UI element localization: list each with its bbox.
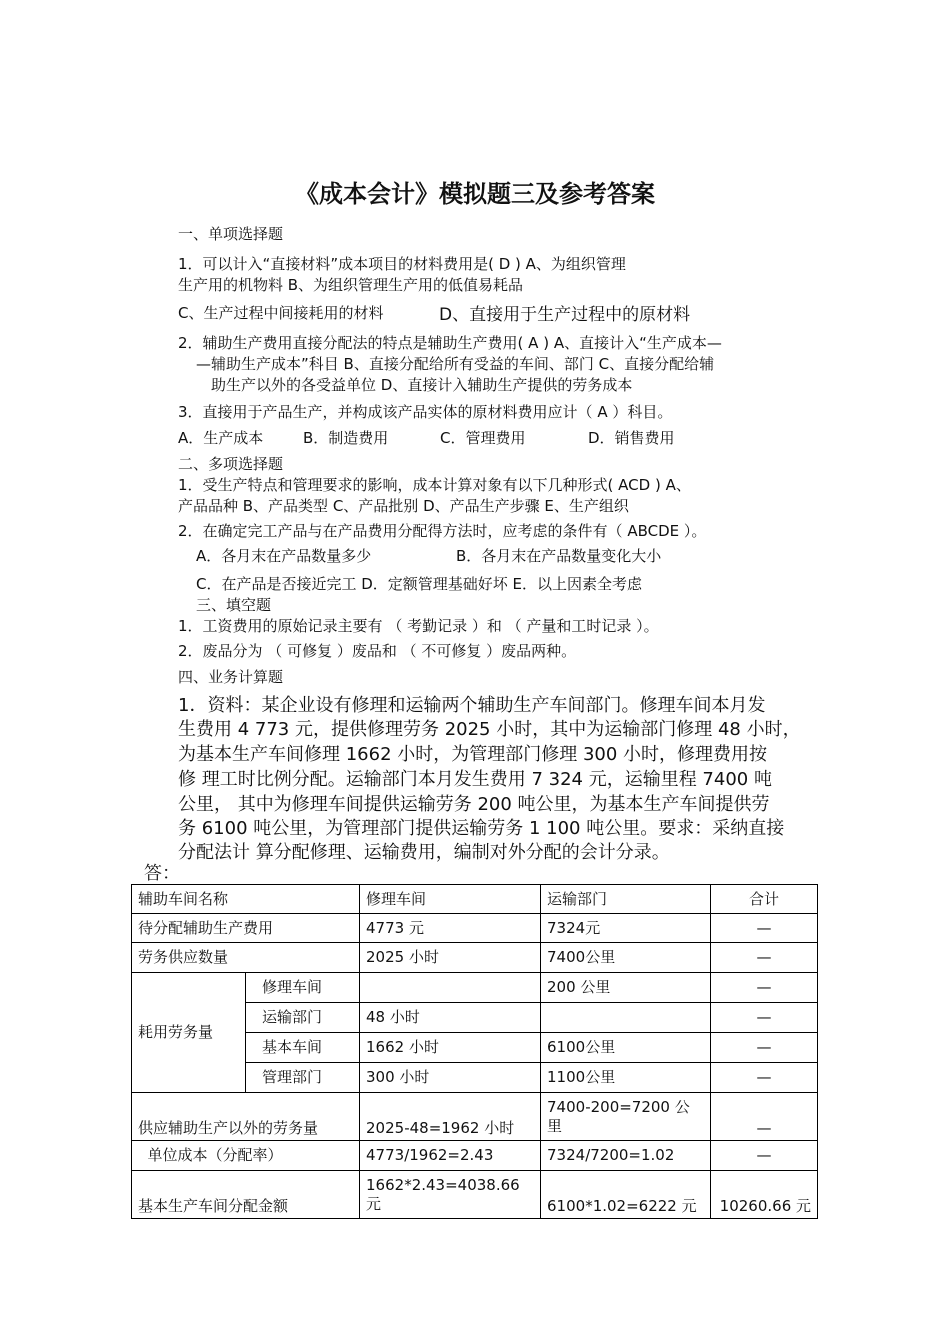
cell-total: 10260.66 元: [711, 1171, 818, 1219]
cell-transport: 1100公里: [541, 1063, 711, 1093]
q3-option-c: C．管理费用: [440, 429, 526, 447]
cell-total: —: [711, 943, 818, 973]
table-row: [132, 943, 818, 973]
cell-transport: 200 公里: [541, 973, 711, 1003]
cell-total: —: [711, 1093, 818, 1141]
consume-label: 耗用劳务量: [132, 973, 246, 1093]
mq2-option-b: B．各月末在产品数量变化大小: [456, 547, 662, 565]
cell-total: —: [711, 973, 818, 1003]
fq1: 1．工资费用的原始记录主要有 （ 考勤记录 ）和 （ 产量和工时记录 ）。: [178, 617, 659, 635]
header-transport: 运输部门: [541, 885, 711, 914]
cell-transport: 6100*1.02=6222 元: [541, 1171, 711, 1219]
q3-option-b: B．制造费用: [303, 429, 389, 447]
q1-line-3b: D、直接用于生产过程中的原材料: [439, 305, 691, 325]
cell-total: —: [711, 1033, 818, 1063]
row-label: 单位成本（分配率）: [132, 1141, 360, 1171]
sub-label: 管理部门: [246, 1063, 360, 1093]
mq2-option-a: A．各月末在产品数量多少: [196, 547, 372, 565]
cell-repair: 2025 小时: [360, 943, 541, 973]
section-heading-multi-choice: 二、多项选择题: [178, 455, 284, 473]
q2-line-3: 助生产以外的各受益单位 D、直接计入辅助生产提供的劳务成本: [211, 376, 633, 394]
mq1-line-1: 1．受生产特点和管理要求的影响，成本计算对象有以下几种形式( ACD ) A、: [178, 476, 691, 494]
q1-line-2: 生产用的机物料 B、为组织管理生产用的低值易耗品: [178, 276, 524, 294]
mq2-line-1: 2．在确定完工产品与在产品费用分配得方法时，应考虑的条件有（ ABCDE ）。: [178, 522, 707, 540]
table-row: [132, 1141, 818, 1171]
problem-line: 务 6100 吨公里，为管理部门提供运输劳务 1 100 吨公里。要求：采纳直接: [178, 818, 785, 839]
q3-line-1: 3．直接用于产品生产，并构成该产品实体的原材料费用应计（ A ）科目。: [178, 403, 673, 421]
table-row: [132, 973, 818, 1003]
cell-repair: 2025-48=1962 小时: [360, 1093, 541, 1141]
table-row: [132, 914, 818, 943]
cell-repair: 4773 元: [360, 914, 541, 943]
row-label: 基本生产车间分配金额: [132, 1171, 360, 1219]
cell-transport: 6100公里: [541, 1033, 711, 1063]
cell-transport: 7324元: [541, 914, 711, 943]
problem-line: 为基本生产车间修理 1662 小时，为管理部门修理 300 小时，修理费用按: [178, 744, 768, 765]
cell-transport: [541, 1003, 711, 1033]
cell-repair: 1662 小时: [360, 1033, 541, 1063]
q2-line-2: —辅助生产成本”科目 B、直接分配给所有受益的车间、部门 C、直接分配给辅: [196, 355, 715, 373]
allocation-table: [131, 884, 818, 1219]
table-row-header: [132, 885, 818, 914]
section-heading-fill-blank: 三、填空题: [196, 596, 272, 614]
cell-repair: 300 小时: [360, 1063, 541, 1093]
mq1-line-2: 产品品种 B、产品类型 C、产品批别 D、产品生产步骤 E、生产组织: [178, 497, 629, 515]
cell-total: —: [711, 1003, 818, 1033]
q3-option-a: A．生产成本: [178, 429, 264, 447]
sub-label: 运输部门: [246, 1003, 360, 1033]
cell-transport: 7324/7200=1.02: [541, 1141, 711, 1171]
cell-repair: 4773/1962=2.43: [360, 1141, 541, 1171]
row-label: 供应辅助生产以外的劳务量: [132, 1093, 360, 1141]
problem-line: 修 理工时比例分配。运输部门本月发生费用 7 324 元，运输里程 7400 吨: [178, 769, 772, 790]
header-repair: 修理车间: [360, 885, 541, 914]
cell-transport: 7400-200=7200 公里: [541, 1093, 711, 1141]
q3-option-d: D．销售费用: [588, 429, 675, 447]
sub-label: 修理车间: [246, 973, 360, 1003]
q1-line-3a: C、生产过程中间接耗用的材料: [178, 304, 384, 322]
problem-line: 1．资料：某企业设有修理和运输两个辅助生产车间部门。修理车间本月发: [178, 695, 766, 716]
cell-total: —: [711, 1063, 818, 1093]
table-row: [132, 1093, 818, 1141]
page-title: 《成本会计》模拟题三及参考答案: [295, 180, 655, 208]
q2-line-1: 2．辅助生产费用直接分配法的特点是辅助生产费用( A ) A、直接计入“生产成本—: [178, 334, 722, 352]
row-label: 待分配辅助生产费用: [132, 914, 360, 943]
row-label: 劳务供应数量: [132, 943, 360, 973]
table-row: [132, 1171, 818, 1219]
header-total: 合计: [711, 885, 818, 914]
mq2-line-3: C．在产品是否接近完工 D．定额管理基础好坏 E．以上因素全考虑: [196, 575, 643, 593]
section-heading-single-choice: 一、单项选择题: [178, 225, 284, 243]
header-name: 辅助车间名称: [132, 885, 360, 914]
problem-line: 分配法计 算分配修理、运输费用，编制对外分配的会计分录。: [178, 842, 670, 863]
answer-label: 答：: [144, 863, 180, 884]
cell-total: —: [711, 914, 818, 943]
sub-label: 基本车间: [246, 1033, 360, 1063]
section-heading-calculation: 四、业务计算题: [178, 668, 284, 686]
problem-line: 公里， 其中为修理车间提供运输劳务 200 吨公里，为基本生产车间提供劳: [178, 794, 770, 815]
cell-total: —: [711, 1141, 818, 1171]
fq2: 2．废品分为 （ 可修复 ）废品和 （ 不可修复 ）废品两种。: [178, 642, 577, 660]
cell-repair: 1662*2.43=4038.66 元: [360, 1171, 541, 1219]
cell-repair: [360, 973, 541, 1003]
problem-line: 生费用 4 773 元，提供修理劳务 2025 小时，其中为运输部门修理 48 小时，: [178, 719, 801, 740]
cell-transport: 7400公里: [541, 943, 711, 973]
cell-repair: 48 小时: [360, 1003, 541, 1033]
q1-line-1: 1．可以计入“直接材料”成本项目的材料费用是( D ) A、为组织管理: [178, 255, 626, 273]
